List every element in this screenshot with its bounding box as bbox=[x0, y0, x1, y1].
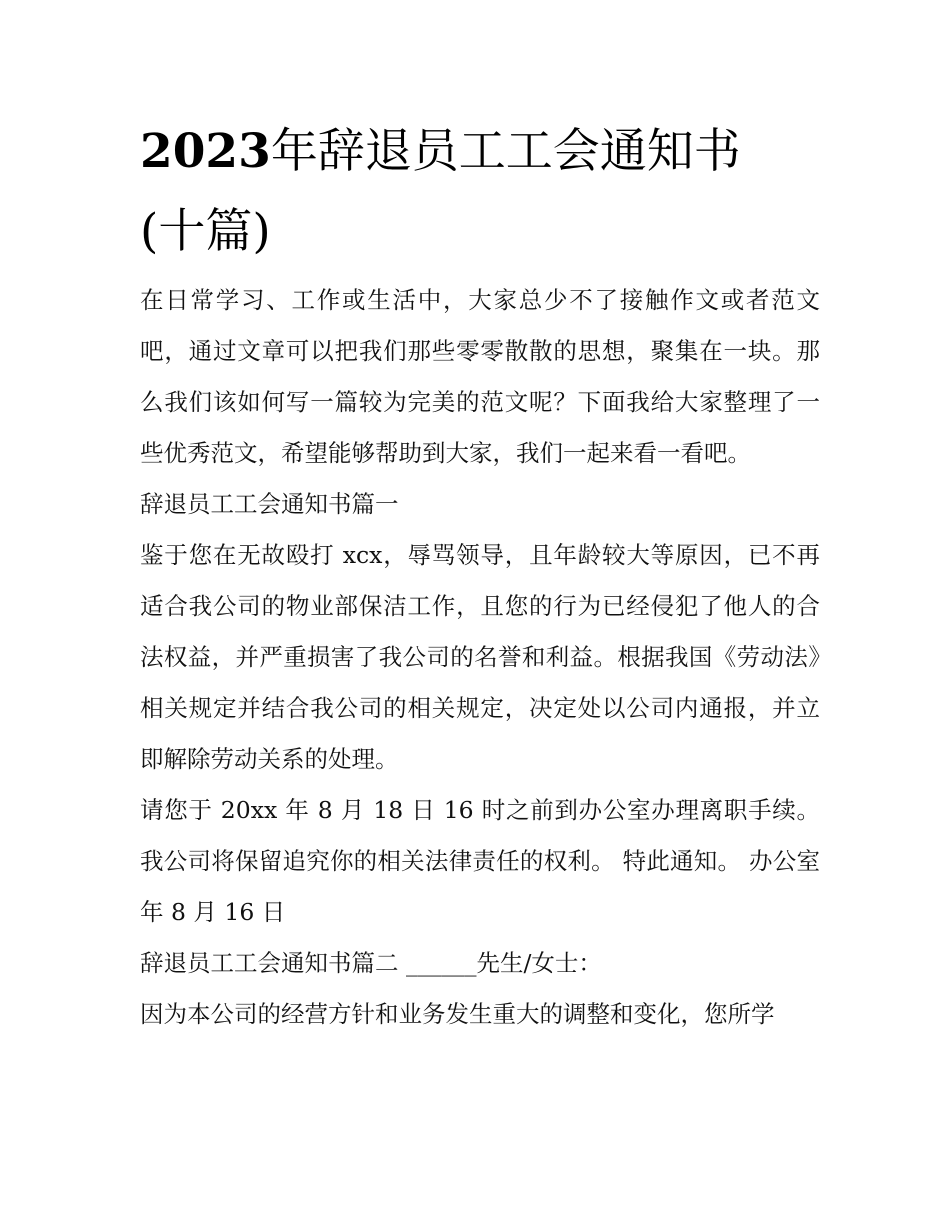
section-heading-two: 辞退员工工会通知书篇二 ______先生/女士： bbox=[140, 949, 602, 977]
section-heading-one: 辞退员工工会通知书篇一 bbox=[140, 490, 399, 518]
title-year: 2023 bbox=[140, 124, 271, 179]
title-line1-rest: 年辞退员工工会通知书 bbox=[270, 124, 741, 179]
intro-paragraph: 在日常学习、工作或生活中，大家总少不了接触作文或者范文吧，通过文章可以把我们那些零零散散的思想，聚集在一块。那么我们该如何写一篇较为完美的范文呢？下面我给大家整理了一些优秀范文，希望能够帮助到大家，我们一起来看一看吧。 bbox=[140, 286, 820, 467]
closing-paragraph: 因为本公司的经营方针和业务发生重大的调整和变化，您所学 bbox=[140, 1000, 775, 1028]
title-line2: (十篇) bbox=[140, 204, 271, 259]
instruction-paragraph: 请您于 20xx 年 8 月 18 日 16 时之前到办公室办理离职手续。 我公司将保留追究你的相关法律责任的权利。 特此通知。 办公室 年 8 月 16 日 bbox=[140, 796, 828, 926]
document-title bbox=[140, 112, 840, 272]
notice-paragraph: 鉴于您在无故殴打 xcx，辱骂领导，且年龄较大等原因，已不再适合我公司的物业部保洁工作，且您的行为已经侵犯了他人的合法权益，并严重损害了我公司的名誉和利益。根据我国《劳动法》相关规定并结合我公司的相关规定，决定处以公司内通报，并立即解除劳动关系的处理。 bbox=[140, 541, 820, 773]
document-body bbox=[140, 275, 828, 1040]
